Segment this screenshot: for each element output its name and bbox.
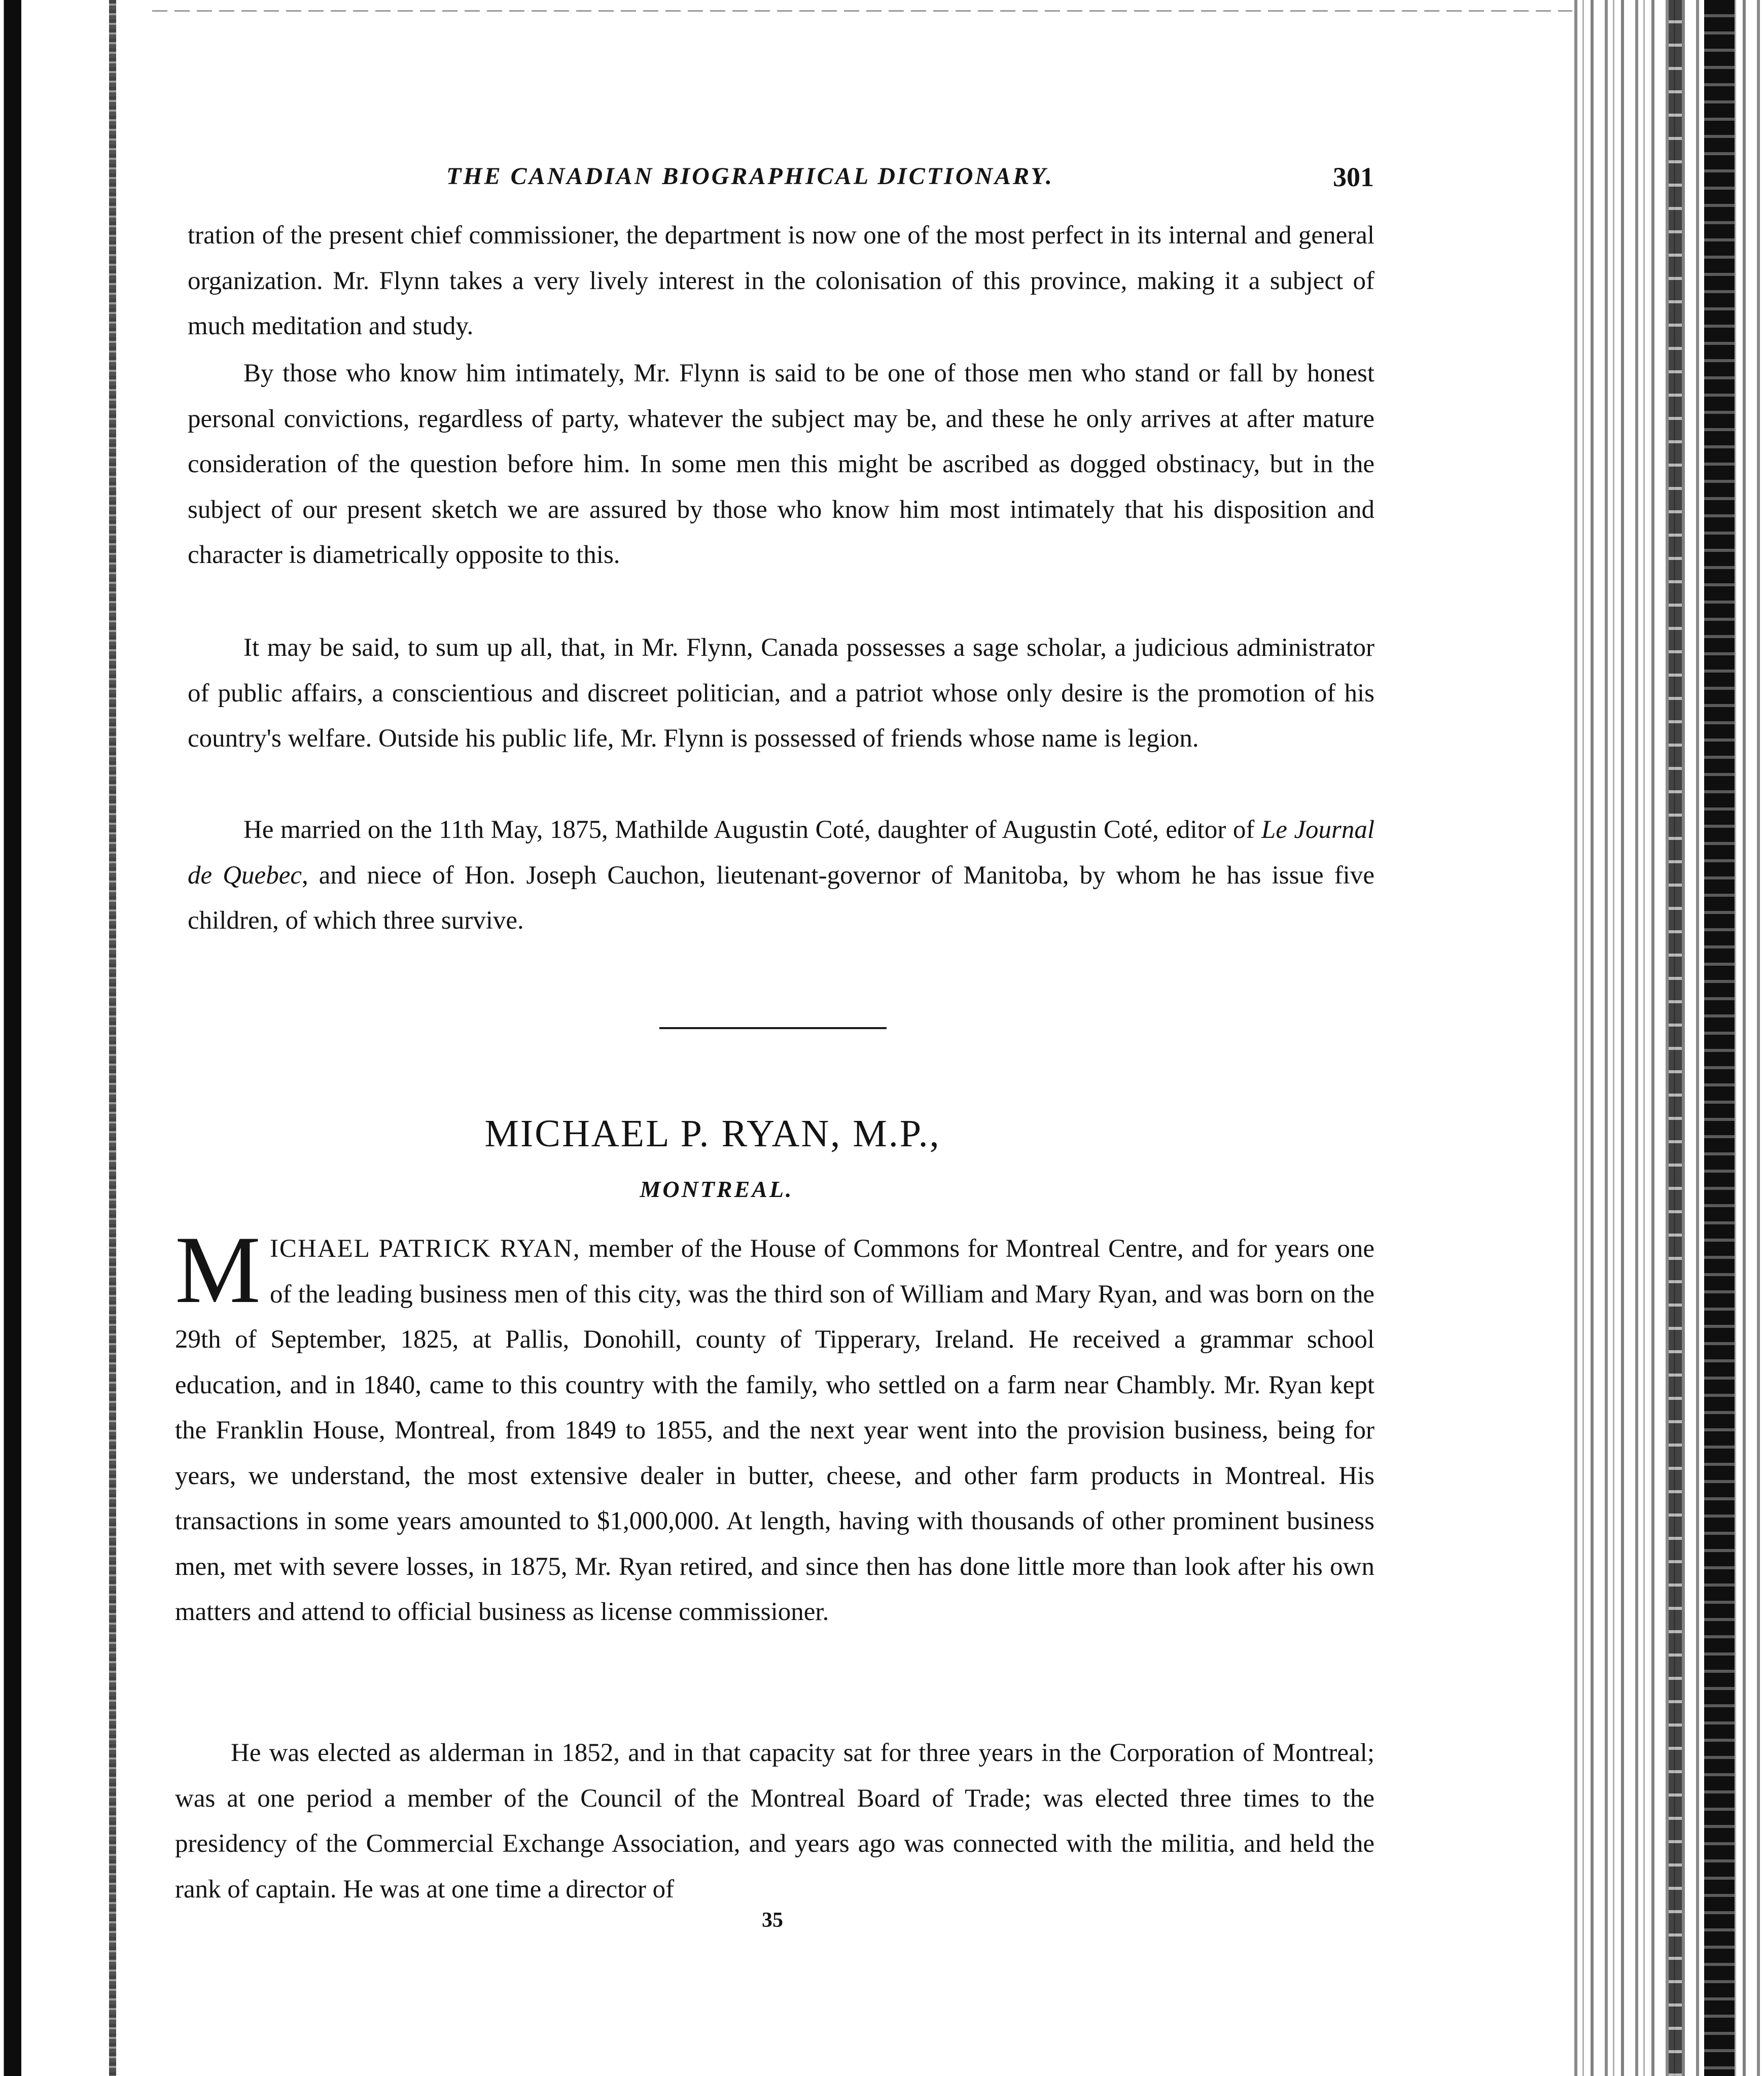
signature-mark: 35 [762,1909,783,1932]
paragraph-character: By those who know him intimately, Mr. Flynn is said to be one of those men who stand or fall by honest personal convictions, regardless of party, whatever the subject may be, and these he only arrives at after mature consideration of the question before him. In some men this might be ascribed as dogged obstinacy, but in the subject of our present sketch we are assured by those who know him most intimately that his disposition and character is diametrically opposite to this. [188,359,1374,569]
paragraph-marriage [188,807,1374,944]
article-location [0,1176,1567,1203]
scan-top-noise [152,10,1572,12]
lead-name: ICHAEL PATRICK RYAN, [269,1235,581,1263]
newspaper-title: Le Journal de Quebec [188,816,1374,890]
article-second-paragraph: He was elected as alderman in 1852, and in that capacity sat for three years in the Corporation of Montreal; was at one period a member of the Council of the Montreal Board of Trade; was elected three times to the presidency of the Commercial Exchange Association, and years ago was connected with the militia, and held the rank of captain. He was at one time a director of [175,1739,1374,1904]
article-first-paragraph [175,1217,1375,1635]
paragraph-summary: It may be said, to sum up all, that, in Mr. Flynn, Canada possesses a sage scholar, a judicious administrator of public affairs, a conscientious and discreet politician, and a patriot whose only desire is the promotion of his country's welfare. Outside his public life, Mr. Flynn is possessed of friends whose name is legion. [188,634,1374,753]
scan-edge-right-dark [1704,0,1735,2076]
scan-edge-right-band [1669,0,1682,2076]
marriage-text-before: He married on the 11th May, 1875, Mathilde Augustin Coté, daughter of Augustin Coté, editor of [243,816,1261,844]
section-divider [659,1027,887,1029]
scan-edge-left [0,0,21,2076]
scan-binding-shadow [109,0,116,2076]
paragraph-continuation: tration of the present chief commissioner, the department is now one of the most perfect in its internal and general organization. Mr. Flynn takes a very lively interest in the colonisation of this province, making it a subject of much meditation and study. [188,221,1374,340]
running-head: THE CANADIAN BIOGRAPHICAL DICTIONARY. [446,163,1054,190]
article-title-text: MICHAEL P. RYAN, M.P., [484,1112,941,1155]
marriage-text-after: , and niece of Hon. Joseph Cauchon, lieutenant-governor of Manitoba, by whom he has issue five children, of which three survive. [188,861,1374,935]
drop-cap: M [175,1217,261,1323]
first-paragraph-text: member of the House of Commons for Montreal Centre, and for years one of the leading business men of this city, was the third son of William and Mary Ryan, and was born on the 29th of September, 1825, at Pallis, Donohill, county of Tipperary, Ireland. He received a grammar school education, and in 1840, came to this country with the family, who settled on a farm near Chambly. Mr. Ryan kept the Franklin House, Montreal, from 1849 to 1855, and the next year went into the provision business, being for years, we understand, the most extensive dealer in butter, cheese, and other farm products in Montreal. His transactions in some years amounted to $1,000,000. At length, having with thousands of other prominent business men, met with severe losses, in 1875, Mr. Ryan retired, and since then has done little more than look after his own matters and attend to official business as license commissioner. [175,1235,1375,1626]
article-title [0,1112,1567,1156]
page-number: 301 [1333,162,1374,192]
article-location-text: MONTREAL. [640,1176,794,1202]
